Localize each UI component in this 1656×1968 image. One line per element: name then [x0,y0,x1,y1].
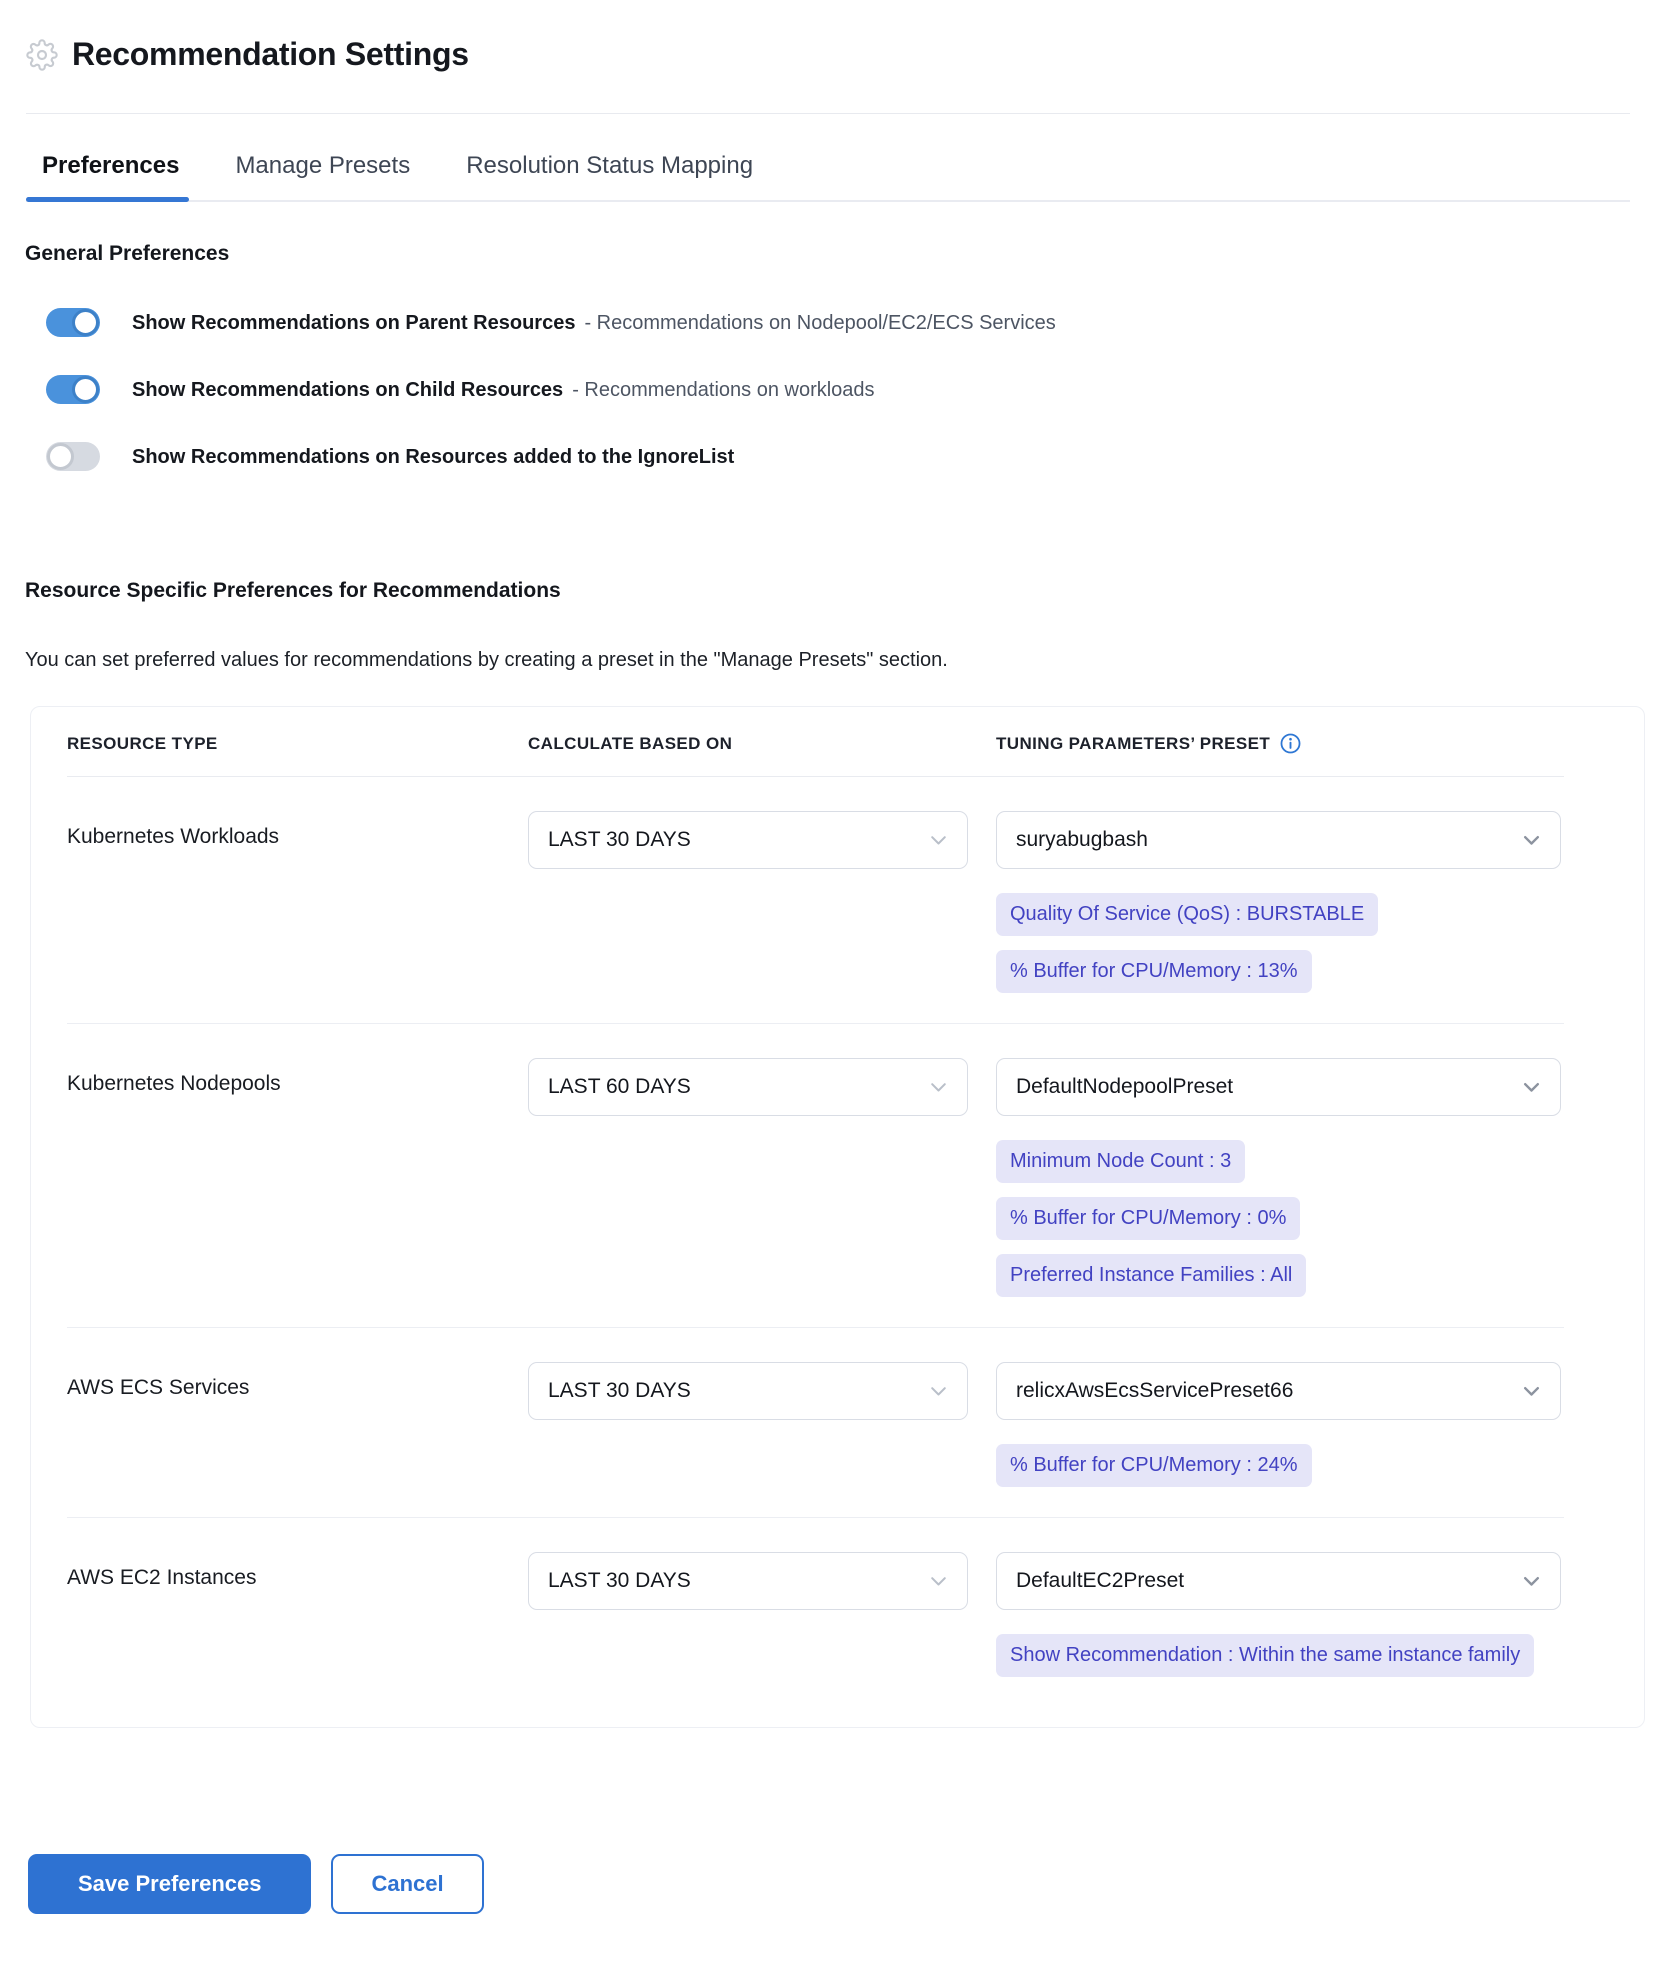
toggle-row [46,308,1630,337]
preset-select-kubernetes-workloads[interactable] [996,811,1561,869]
chevron-down-icon [930,1386,947,1397]
general-preferences-toggles [0,308,1656,471]
chevron-down-icon [930,1082,947,1093]
toggle-show-recommendations-on-child-resources[interactable] [46,375,100,404]
select-value: DefaultNodepoolPreset [1016,1075,1234,1098]
select-value: DefaultEC2Preset [1016,1569,1185,1592]
toggle-description: - Recommendations on Nodepool/EC2/ECS Services [584,311,1056,334]
table-row [67,1518,1564,1707]
calculate-select-aws-ecs-services[interactable] [528,1362,968,1420]
calculate-select-kubernetes-workloads[interactable] [528,811,968,869]
chevron-down-icon [1523,1386,1540,1397]
toggle-knob [72,309,99,336]
table-row [67,1024,1564,1328]
select-value: LAST 30 DAYS [548,828,691,851]
preset-badges [996,893,1564,993]
resource-preferences-table [30,706,1645,1728]
resource-preferences-heading: Resource Specific Preferences for Recommendations [25,579,561,602]
table-row [67,777,1564,1024]
column-header-calculate-based-on: CALCULATE BASED ON [528,733,733,753]
preset-parameter-badge: Minimum Node Count : 3 [996,1140,1245,1183]
select-value: LAST 30 DAYS [548,1379,691,1402]
toggle-text [132,309,1056,337]
column-header-resource-type: RESOURCE TYPE [67,733,218,753]
toggle-knob [47,443,74,470]
preset-parameter-badge: Show Recommendation : Within the same instance family [996,1634,1534,1677]
toggle-row [46,442,1630,471]
tab-resolution-status-mapping[interactable]: Resolution Status Mapping [456,114,763,200]
cancel-button[interactable]: Cancel [331,1854,483,1914]
resource-preferences-description: You can set preferred values for recommendations by creating a preset in the "Manage Presets" section. [25,649,948,671]
toggle-knob [72,376,99,403]
toggle-show-recommendations-on-resources-added-to-the-ignorelist[interactable] [46,442,100,471]
preset-select-kubernetes-nodepools[interactable] [996,1058,1561,1116]
preset-parameter-badge: Quality Of Service (QoS) : BURSTABLE [996,893,1378,936]
toggle-show-recommendations-on-parent-resources[interactable] [46,308,100,337]
select-value: LAST 60 DAYS [548,1075,691,1098]
table-row [67,1328,1564,1518]
preset-parameter-badge: % Buffer for CPU/Memory : 13% [996,950,1312,993]
select-value: suryabugbash [1016,828,1148,851]
table-header-row [67,733,1564,777]
general-preferences-heading: General Preferences [25,242,230,265]
chevron-down-icon [1523,835,1540,846]
resource-type-label: AWS ECS Services [67,1376,250,1399]
select-value: LAST 30 DAYS [548,1569,691,1592]
toggle-text [132,443,734,471]
page-header [0,0,1656,73]
preset-badges [996,1444,1564,1487]
preset-parameter-badge: Preferred Instance Families : All [996,1254,1306,1297]
toggle-label: Show Recommendations on Parent Resources [132,311,576,334]
footer-actions [28,1854,1656,1914]
preset-select-aws-ec2-instances[interactable] [996,1552,1561,1610]
toggle-label: Show Recommendations on Child Resources [132,378,564,401]
preset-badges [996,1140,1564,1297]
select-value: relicxAwsEcsServicePreset66 [1016,1379,1294,1402]
chevron-down-icon [1523,1576,1540,1587]
tabs [26,114,1630,202]
preset-select-aws-ecs-services[interactable] [996,1362,1561,1420]
table-body [67,777,1564,1707]
preset-parameter-badge: % Buffer for CPU/Memory : 24% [996,1444,1312,1487]
resource-type-label: AWS EC2 Instances [67,1566,257,1589]
preset-parameter-badge: % Buffer for CPU/Memory : 0% [996,1197,1300,1240]
info-icon[interactable] [1280,733,1301,754]
toggle-row [46,375,1630,404]
chevron-down-icon [930,835,947,846]
chevron-down-icon [1523,1082,1540,1093]
tab-preferences[interactable]: Preferences [26,114,189,200]
preset-badges [996,1634,1564,1677]
toggle-text [132,376,875,404]
column-header-tuning-parameters-preset [996,733,1564,754]
column-header-preset-label: TUNING PARAMETERS’ PRESET [996,733,1271,753]
resource-type-label: Kubernetes Workloads [67,825,280,848]
toggle-description: - Recommendations on workloads [572,378,875,401]
tab-manage-presets[interactable]: Manage Presets [225,114,420,200]
calculate-select-kubernetes-nodepools[interactable] [528,1058,968,1116]
chevron-down-icon [930,1576,947,1587]
calculate-select-aws-ec2-instances[interactable] [528,1552,968,1610]
page-title: Recommendation Settings [72,36,469,72]
resource-type-label: Kubernetes Nodepools [67,1072,281,1095]
save-preferences-button[interactable]: Save Preferences [28,1854,311,1914]
toggle-label: Show Recommendations on Resources added to the IgnoreList [132,445,735,468]
gear-icon [26,39,58,71]
